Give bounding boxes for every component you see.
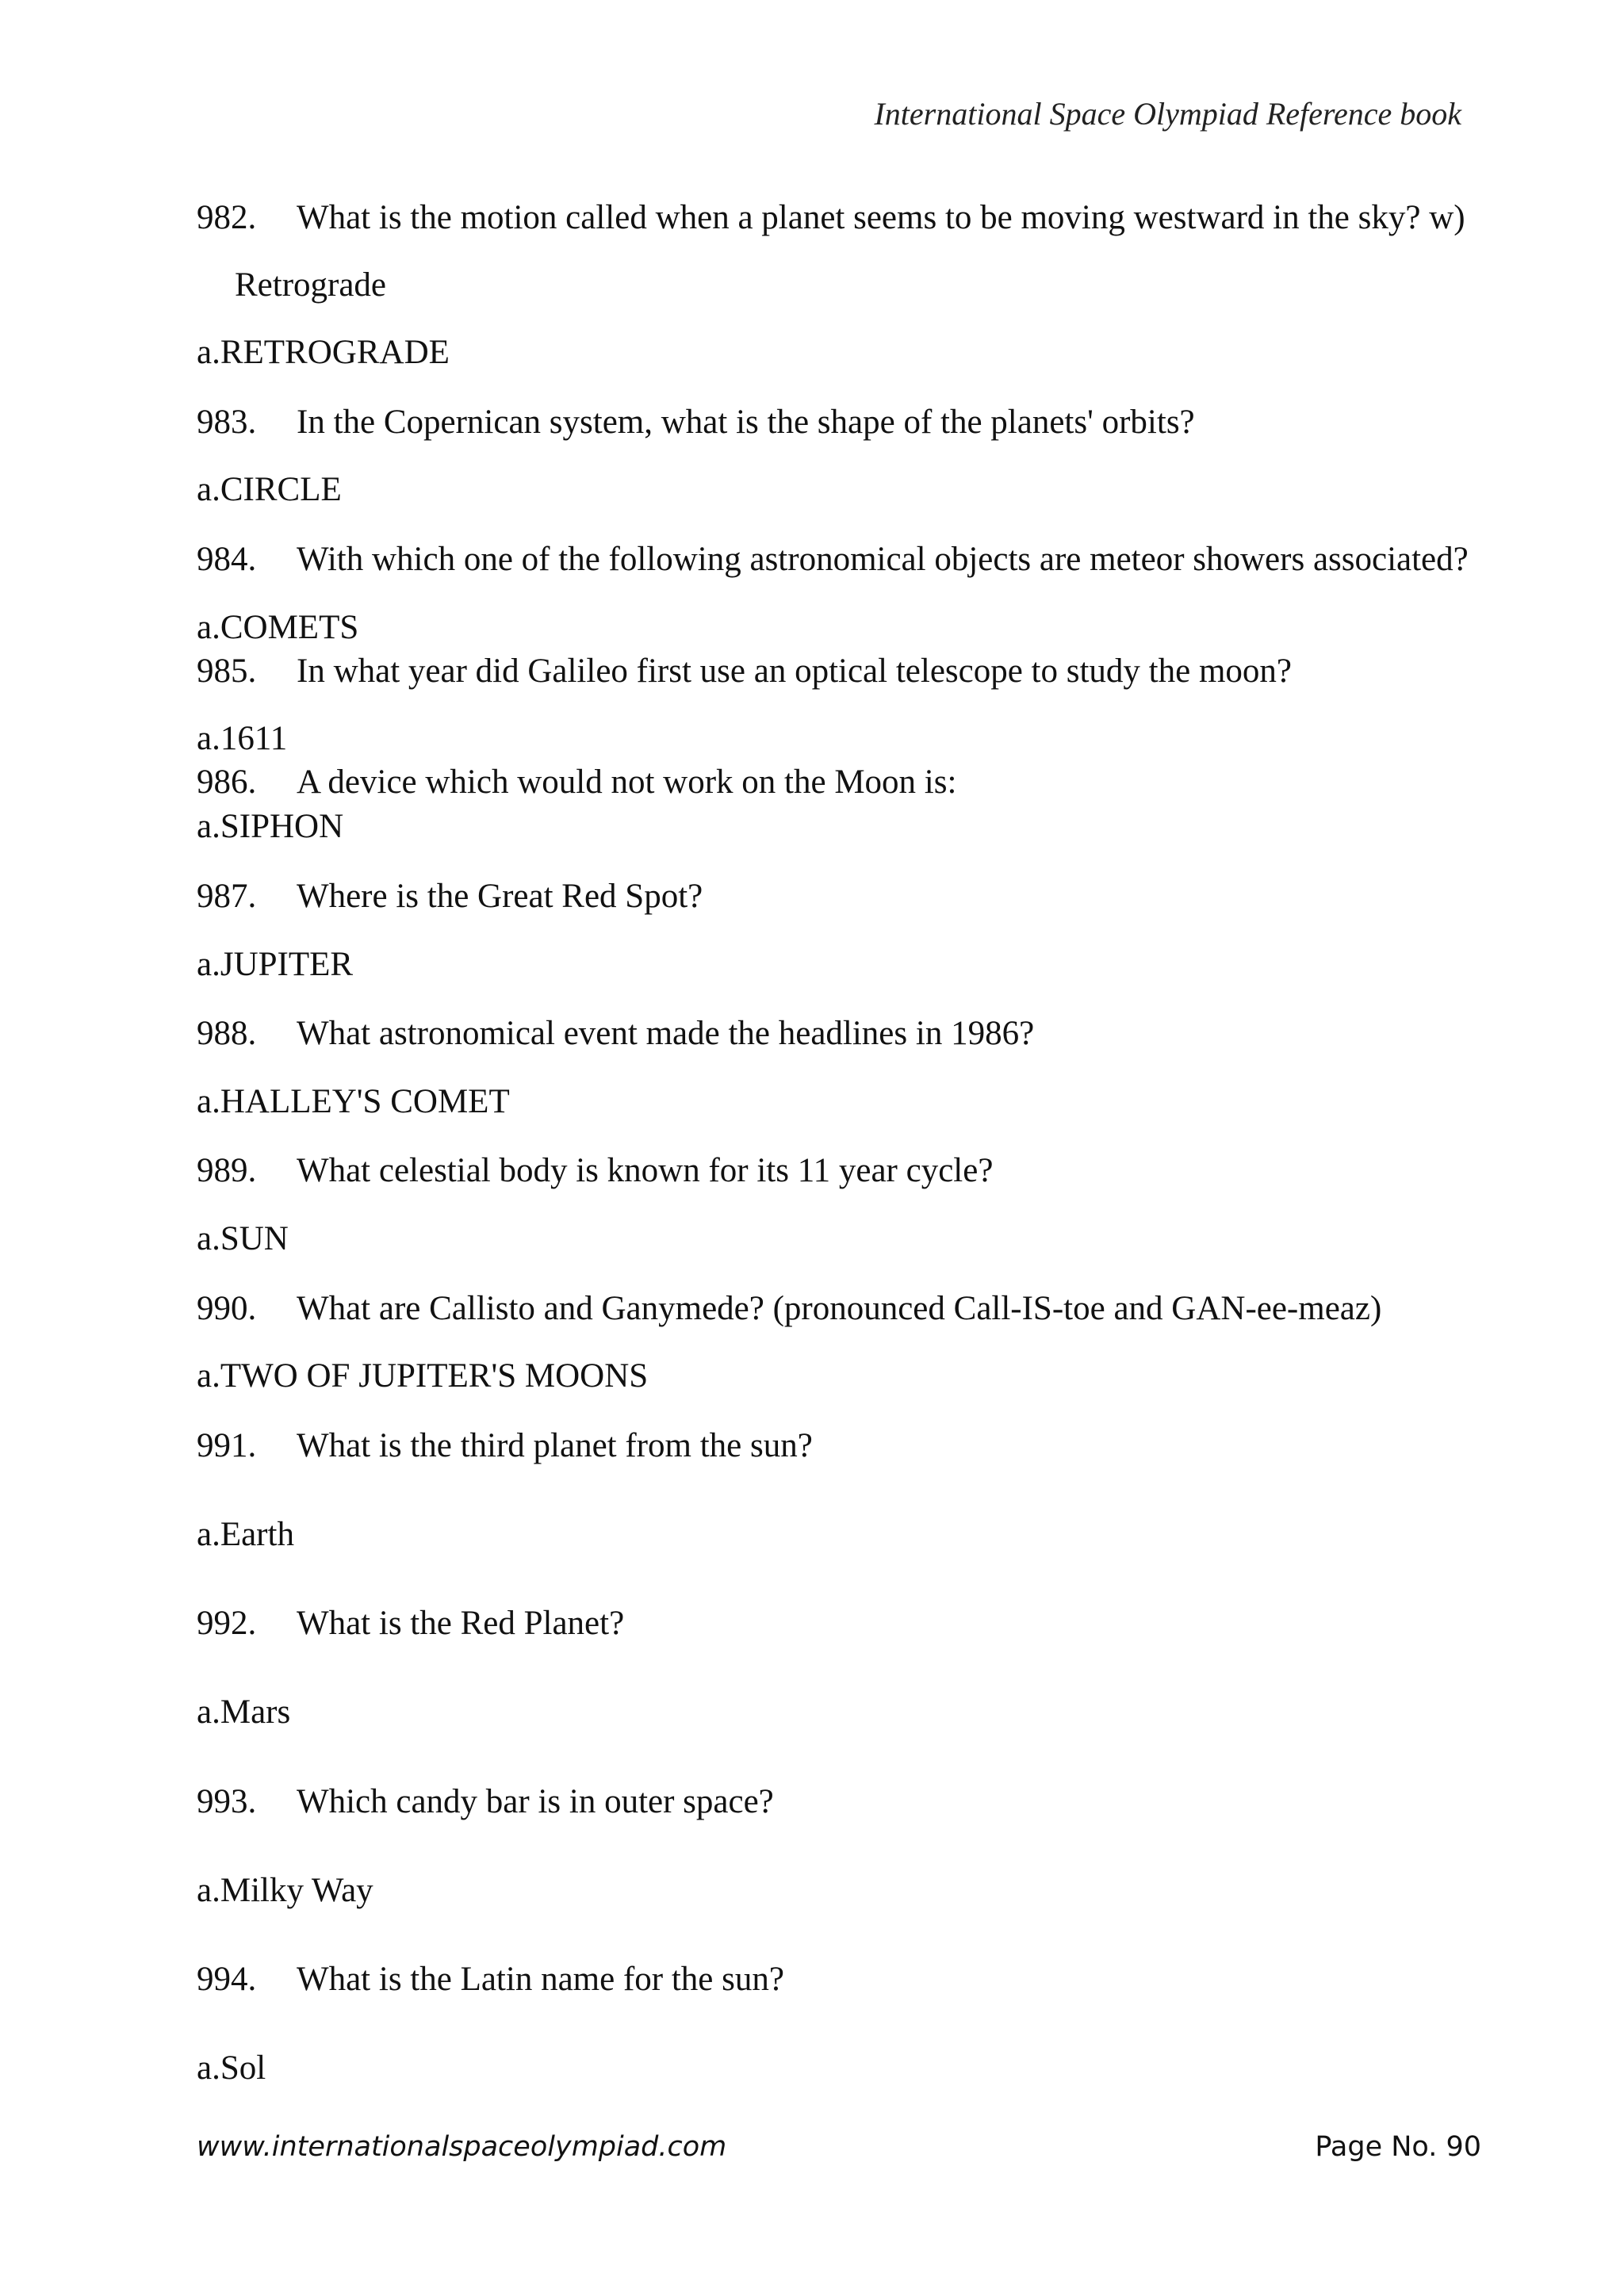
answer-986: a.SIPHON	[197, 808, 344, 845]
question-number: 992.	[197, 1605, 257, 1642]
question-992	[197, 1604, 624, 1643]
question-989	[197, 1151, 993, 1190]
question-text: What astronomical event made the headlines in 1986?	[297, 1015, 1035, 1052]
question-text: What celestial body is known for its 11 year cycle?	[297, 1152, 994, 1189]
question-text: What is the motion called when a planet seems to be moving westward in the sky? w)	[297, 199, 1465, 236]
question-text: What is the Red Planet?	[297, 1605, 625, 1642]
question-983	[197, 403, 1195, 442]
footer-page-number: Page No. 90	[1315, 2131, 1481, 2163]
question-994	[197, 1960, 784, 1999]
answer-988: a.HALLEY'S COMET	[197, 1083, 510, 1120]
question-991	[197, 1426, 813, 1465]
question-number: 988.	[197, 1015, 257, 1052]
question-text: In the Copernican system, what is the shape of the planets' orbits?	[297, 404, 1195, 441]
answer-984: a.COMETS	[197, 609, 359, 646]
question-text: Where is the Great Red Spot?	[297, 878, 703, 915]
question-text: What is the Latin name for the sun?	[297, 1961, 784, 1998]
question-986	[197, 763, 956, 802]
answer-994: a.Sol	[197, 2049, 266, 2087]
answer-992: a.Mars	[197, 1693, 291, 1731]
question-number: 982.	[197, 199, 257, 236]
answer-991: a.Earth	[197, 1516, 294, 1553]
question-number: 984.	[197, 541, 257, 578]
question-number: 989.	[197, 1152, 257, 1189]
question-number: 990.	[197, 1290, 257, 1327]
question-number: 987.	[197, 878, 257, 915]
answer-987: a.JUPITER	[197, 946, 354, 983]
answer-983: a.CIRCLE	[197, 471, 342, 508]
question-number: 991.	[197, 1427, 257, 1464]
page-header: International Space Olympiad Reference book	[874, 96, 1461, 132]
answer-990: a.TWO OF JUPITER'S MOONS	[197, 1357, 649, 1395]
question-number: 994.	[197, 1961, 257, 1998]
question-text: A device which would not work on the Moon is:	[297, 763, 957, 801]
question-text: With which one of the following astronomical objects are meteor showers associated?	[297, 541, 1469, 578]
answer-982: a.RETROGRADE	[197, 334, 450, 371]
question-982	[197, 198, 1465, 237]
question-988	[197, 1014, 1034, 1053]
answer-989: a.SUN	[197, 1220, 289, 1257]
question-985	[197, 652, 1292, 691]
question-number: 993.	[197, 1783, 257, 1820]
question-990	[197, 1289, 1381, 1328]
question-number: 986.	[197, 763, 257, 801]
answer-993: a.Milky Way	[197, 1872, 373, 1909]
question-continuation: Retrograde	[235, 266, 387, 304]
answer-985: a.1611	[197, 720, 288, 757]
question-993	[197, 1782, 774, 1821]
question-number: 983.	[197, 404, 257, 441]
footer-website: www.internationalspaceolympiad.com	[197, 2131, 727, 2163]
question-984	[197, 540, 1469, 579]
question-987	[197, 877, 703, 916]
question-text: In what year did Galileo first use an optical telescope to study the moon?	[297, 652, 1292, 690]
question-text: Which candy bar is in outer space?	[297, 1783, 774, 1820]
question-number: 985.	[197, 652, 257, 690]
question-text: What are Callisto and Ganymede? (pronounced Call-IS-toe and GAN-ee-meaz)	[297, 1290, 1382, 1327]
question-text: What is the third planet from the sun?	[297, 1427, 813, 1464]
